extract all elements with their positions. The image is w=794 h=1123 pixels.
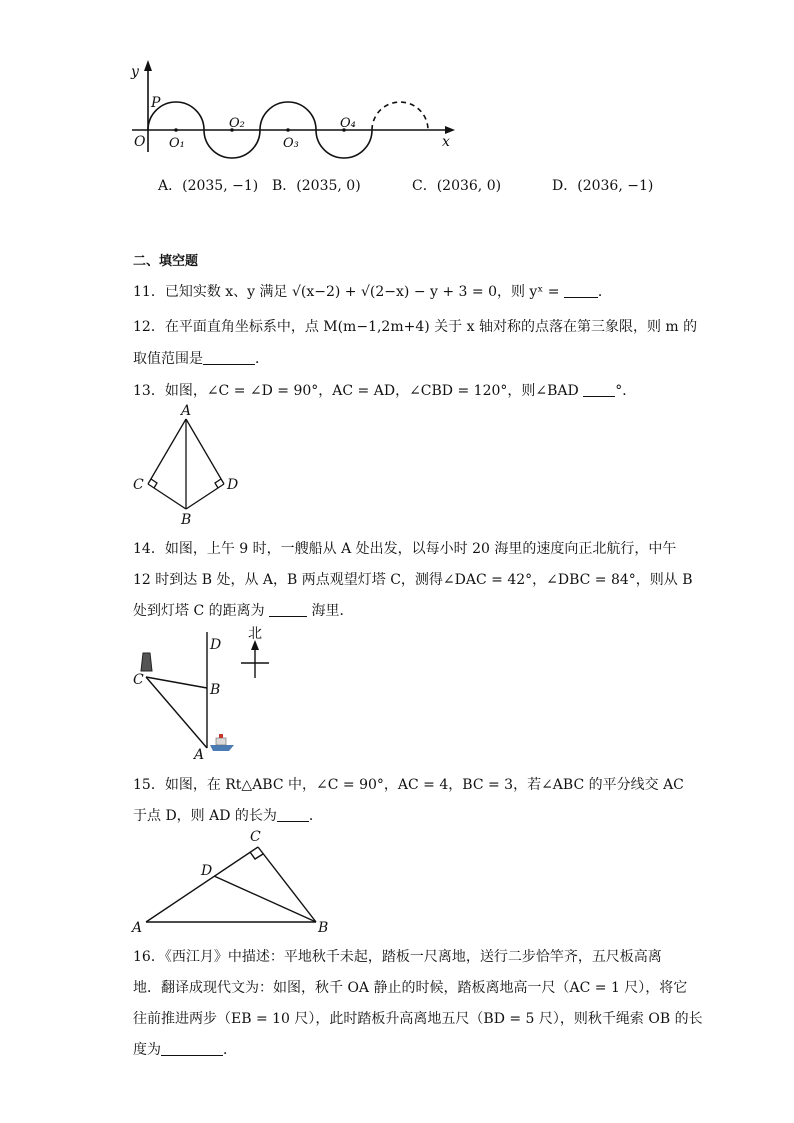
question-15-line2 [133, 805, 323, 825]
fig13-label-c: C [133, 477, 144, 493]
question-14-line3 [133, 600, 354, 620]
option-a[interactable] [158, 175, 258, 195]
ship-icon [210, 734, 234, 751]
q16-end: ． [223, 1042, 237, 1058]
q15-end: ． [308, 808, 323, 824]
q16-answer-blank[interactable] [161, 1043, 223, 1056]
q15-line2-text: 于点 D，则 AD 的长为 [133, 808, 277, 824]
fig13-label-b: B [181, 512, 192, 528]
question-12-line1: 12．在平面直角坐标系中，点 M(m−1,2m+4) 关于 x 轴对称的点落在第三象限，则 m 的 [133, 319, 698, 335]
fig14-label-b: B [210, 682, 221, 698]
fig13-label-a: A [181, 403, 192, 419]
label-x: x [442, 134, 450, 150]
q14-answer-blank[interactable] [269, 604, 307, 617]
q11-end: ． [597, 284, 612, 300]
label-y: y [131, 64, 139, 80]
fig15-label-a: A [132, 920, 143, 936]
fig14-label-north: 北 [248, 626, 262, 642]
option-b-letter: B． [272, 178, 297, 194]
option-d-letter: D． [552, 178, 578, 194]
q14-line3-end: 海里． [311, 603, 354, 619]
option-b-value: (2035, 0) [296, 178, 361, 194]
question-11 [133, 281, 612, 301]
q12-line2-text: 取值范围是 [133, 351, 203, 367]
label-o1: O₁ [169, 136, 185, 151]
question-16-line4 [133, 1039, 237, 1059]
option-a-value: (2035, −1) [182, 178, 259, 194]
label-p: P [151, 95, 161, 111]
y-axis-arrow [144, 60, 152, 71]
question-16-line2: 地．翻译成现代文为：如图，秋千 OA 静止的时候，踏板离地高一尺（AC = 1 尺），将它 [133, 980, 688, 996]
q13-text: 13．如图，∠C = ∠D = 90°，AC = AD，∠CBD = 120°，则∠BAD [133, 383, 579, 399]
wave-figure [0, 0, 794, 170]
fig14-label-c: C [133, 672, 144, 688]
q11-text: 已知实数 x、y 满足 √(x−2) + √(2−x) − y + 3 = 0，则 yˣ = [164, 284, 560, 300]
question-14-line1: 14．如图，上午 9 时，一艘船从 A 处出发，以每小时 20 海里的速度向正北航行，中午 [133, 541, 677, 557]
fig14-label-a: A [194, 747, 205, 763]
x-axis-arrow [445, 126, 455, 134]
option-d-value: (2036, −1) [577, 178, 654, 194]
question-13 [133, 380, 636, 400]
question-16-line1: 16．《西江月》中描述：平地秋千未起，踏板一尺离地，送行二步恰竿齐，五尺板高离 [133, 949, 662, 965]
label-o3: O₃ [283, 136, 299, 151]
lighthouse-icon [141, 653, 152, 671]
fig15-label-d: D [201, 863, 213, 879]
q14-line3-text: 处到灯塔 C 的距离为 [133, 603, 265, 619]
q11-answer-blank[interactable] [564, 285, 598, 298]
label-o4: O₄ [340, 116, 356, 131]
q16-line4-text: 度为 [133, 1042, 161, 1058]
figure-15 [0, 825, 794, 935]
fig15-label-c: C [250, 829, 261, 845]
q11-number: 11． [133, 284, 165, 300]
option-a-letter: A． [158, 178, 183, 194]
question-14-line2: 12 时到达 B 处，从 A，B 两点观望灯塔 C，测得∠DAC = 42°，∠DBC = 84°，则从 B [133, 572, 693, 588]
option-b[interactable] [272, 175, 361, 195]
fig13-label-d: D [227, 477, 239, 493]
q12-answer-blank[interactable] [203, 352, 255, 365]
q13-end: °． [615, 383, 637, 399]
question-16-line3: 往前推进两步（EB = 10 尺），此时踏板升高离地五尺（BD = 5 尺），则秋千绳索 OB 的长 [133, 1011, 703, 1027]
q12-end: ． [255, 351, 269, 367]
option-c[interactable] [412, 175, 501, 195]
figure-13 [0, 400, 794, 530]
label-o2: O₂ [229, 116, 245, 131]
wave-curve-dashed [372, 102, 428, 130]
question-15-line1: 15．如图，在 Rt△ABC 中，∠C = 90°，AC = 4，BC = 3，若∠ABC 的平分线交 AC [133, 777, 684, 793]
label-o: O [134, 134, 146, 150]
option-d[interactable] [552, 175, 653, 195]
q15-answer-blank[interactable] [277, 809, 309, 822]
option-c-value: (2036, 0) [436, 178, 502, 194]
q13-answer-blank[interactable] [583, 384, 615, 397]
figure-14 [0, 620, 794, 763]
question-12-line2 [133, 348, 269, 368]
option-c-letter: C． [412, 178, 437, 194]
fig14-label-d: D [210, 637, 222, 653]
fig15-label-b: B [318, 920, 329, 936]
section-title: 二、填空题 [133, 254, 199, 269]
